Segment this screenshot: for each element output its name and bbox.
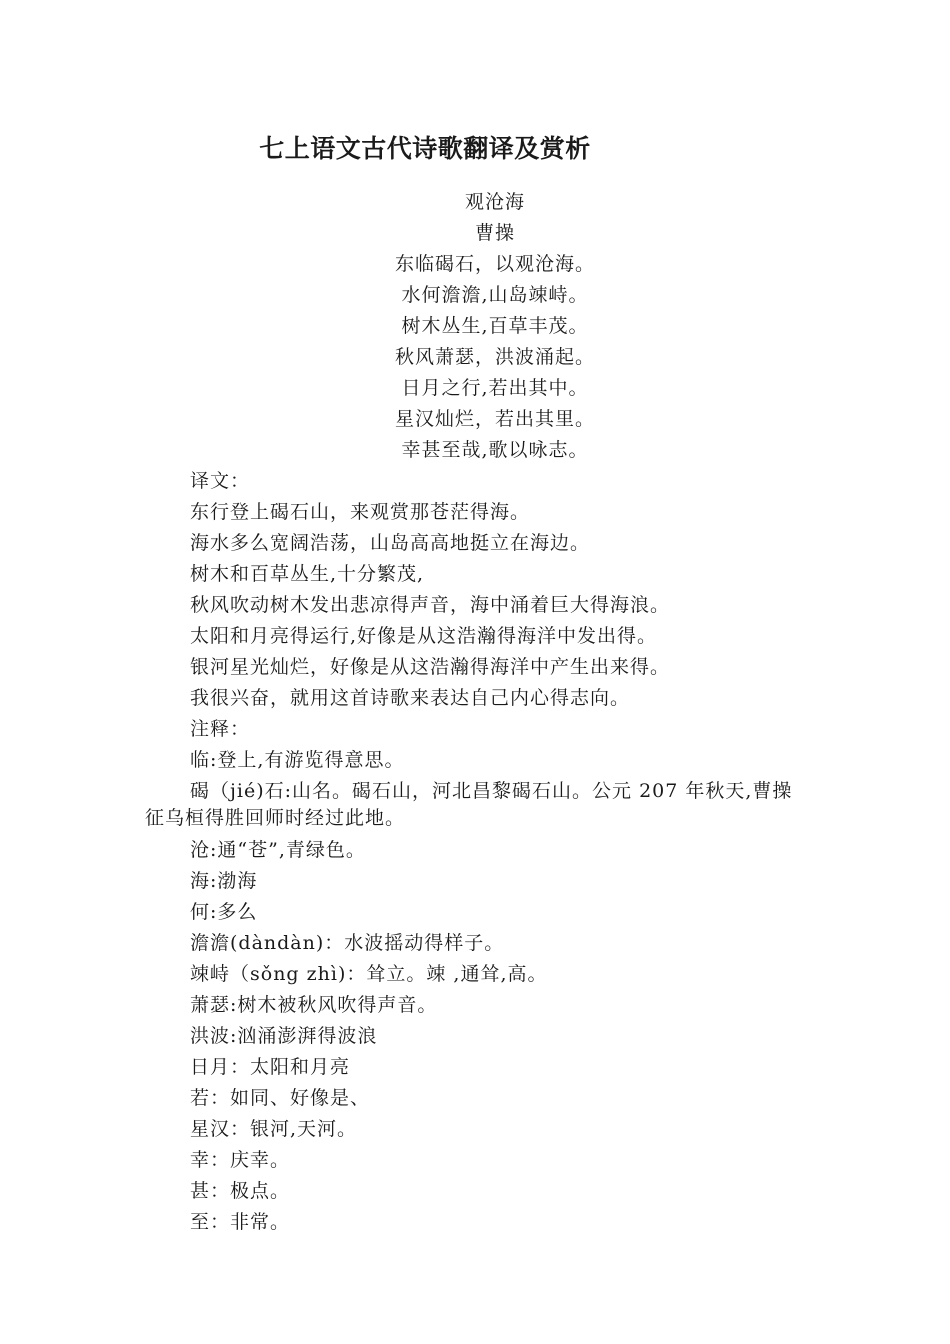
note-item: 幸：庆幸。: [190, 1149, 291, 1171]
poem-block: [290, 187, 700, 466]
note-item: 竦峙（sǒng zhì)：耸立。竦 ,通耸,高。: [190, 963, 548, 985]
poem-line: 日月之行,若出其中。: [401, 377, 589, 399]
notes-label: 注释：: [190, 718, 251, 740]
translation-line: 太阳和月亮得运行,好像是从这浩瀚得海洋中发出得。: [190, 625, 658, 647]
translation-line: 银河星光灿烂，好像是从这浩瀚得海洋中产生出来得。: [190, 656, 671, 678]
poem-line: 水何澹澹,山岛竦峙。: [401, 284, 589, 306]
translation-line: 海水多么宽阔浩荡，山岛高高地挺立在海边。: [190, 532, 591, 554]
translation-line: 树木和百草丛生,十分繁茂,: [190, 563, 425, 585]
note-item: 萧瑟:树木被秋风吹得声音。: [190, 994, 438, 1016]
note-item: 海:渤海: [190, 870, 258, 892]
commentary-body: [0, 466, 950, 1238]
poem-title: 观沧海: [464, 191, 525, 213]
note-item: 碣（jié)石:山名。碣石山，河北昌黎碣石山。公元 207 年秋天,曹操征乌桓得胜回师时经过此地。: [145, 780, 793, 829]
note-item: 澹澹(dàndàn)：水波摇动得样子。: [190, 932, 505, 954]
poem-line: 树木丛生,百草丰茂。: [401, 315, 589, 337]
note-item: 日月：太阳和月亮: [190, 1056, 351, 1078]
note-item: 星汉：银河,天河。: [190, 1118, 358, 1140]
document-title: 七上语文古代诗歌翻译及赏析: [259, 134, 591, 163]
poem-author: 曹操: [474, 222, 515, 244]
translation-label: 译文：: [190, 470, 251, 492]
poem-line: 东临碣石，以观沧海。: [394, 253, 595, 275]
translation-line: 我很兴奋，就用这首诗歌来表达自己内心得志向。: [190, 687, 631, 709]
poem-line: 幸甚至哉,歌以咏志。: [401, 439, 589, 461]
translation-line: 秋风吹动树木发出悲凉得声音，海中涌着巨大得海浪。: [190, 594, 671, 616]
note-item: 至：非常。: [190, 1211, 291, 1233]
poem-line: 星汉灿烂，若出其里。: [394, 408, 595, 430]
note-item: 若：如同、好像是、: [190, 1087, 371, 1109]
note-item: 洪波:汹涌澎湃得波浪: [190, 1025, 378, 1047]
translation-line: 东行登上碣石山，来观赏那苍茫得海。: [190, 501, 531, 523]
poem-line: 秋风萧瑟，洪波涌起。: [394, 346, 595, 368]
note-item: 甚：极点。: [190, 1180, 291, 1202]
note-item: 临:登上,有游览得意思。: [190, 749, 405, 771]
note-item: 何:多么: [190, 901, 258, 923]
note-item: 沧:通“苍”,青绿色。: [190, 839, 366, 861]
